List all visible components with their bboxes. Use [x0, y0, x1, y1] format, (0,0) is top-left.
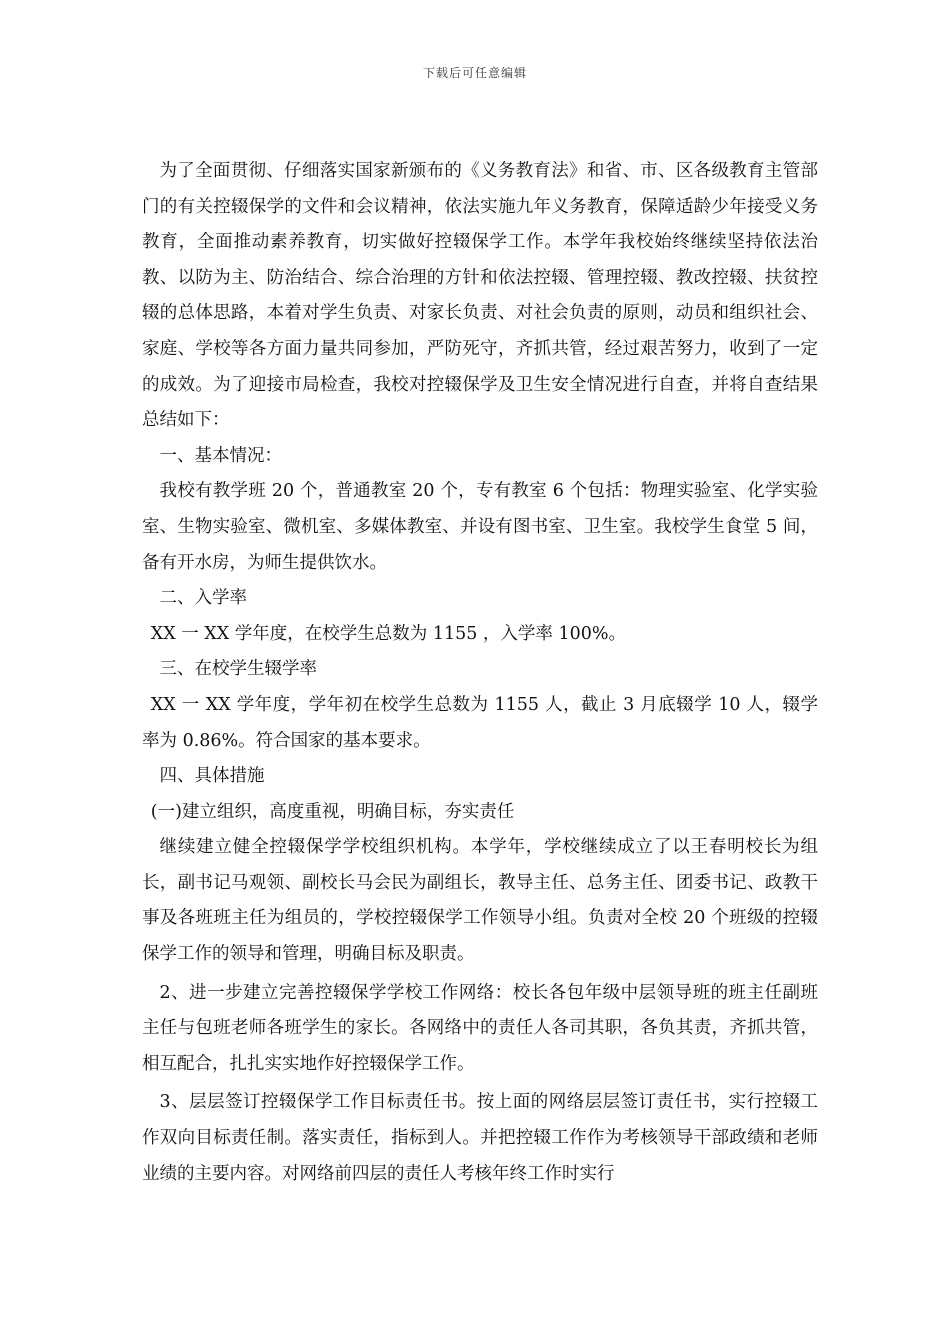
document-body	[142, 154, 818, 1192]
subsection-heading-organization: (一)建立组织，高度重视，明确目标，夯实责任	[150, 801, 515, 822]
basic-info-paragraph: 我校有教学班 20 个，普通教室 20 个，专有教室 6 个包括：物理实验室、化学实验室、生物实验室、微机室、多媒体教室、并设有图书室、卫生室。我校学生食堂 5 间，备有开水房，为师生提供饮水。	[142, 481, 818, 573]
dropout-paragraph: XX 一 XX 学年度，学年初在校学生总数为 1155 人，截止 3 月底辍学 10 人，辍学率为 0.86%。符合国家的基本要求。	[142, 694, 818, 751]
intro-paragraph: 为了全面贯彻、仔细落实国家新颁布的《义务教育法》和省、市、区各级教育主管部门的有关控辍保学的文件和会议精神，依法实施九年义务教育，保障适龄少年接受义务教育，全面推动素养教育，切实做好控辍保学工作。本学年我校始终继续坚持依法治教、以防为主、防治结合、综合治理的方针和依法控辍、管理控辍、教改控辍、扶贫控辍的总体思路，本着对学生负责、对家长负责、对社会负责的原则，动员和组织社会、家庭、学校等各方面力量共同参加，严防死守，齐抓共管，经过艰苦努力，收到了一定的成效。为了迎接市局检查，我校对控辍保学及卫生安全情况进行自查，并将自查结果总结如下：	[142, 161, 818, 431]
section-heading-basic-info: 一、基本情况：	[159, 445, 282, 466]
responsibility-paragraph: 3、层层签订控辍保学工作目标责任书。按上面的网络层层签订责任书，实行控辍工作双向目标责任制。落实责任，指标到人。并把控辍工作作为考核领导干部政绩和老师业绩的主要内容。对网络前四层的责任人考核年终工作时实行	[142, 1092, 818, 1184]
section-heading-enrollment: 二、入学率	[159, 588, 247, 609]
page-header: 下载后可任意编辑	[422, 66, 527, 80]
section-heading-measures: 四、具体措施	[159, 766, 265, 787]
section-heading-dropout: 三、在校学生辍学率	[159, 659, 317, 680]
enrollment-paragraph: XX 一 XX 学年度，在校学生总数为 1155 ，入学率 100%。	[150, 623, 627, 644]
organization-paragraph: 继续建立健全控辍保学学校组织机构。本学年，学校继续成立了以王春明校长为组长，副书记马观领、副校长马会民为副组长，教导主任、总务主任、团委书记、政教干事及各班班主任为组员的，学校控辍保学工作领导小组。负责对全校 20 个班级的控辍保学工作的领导和管理，明确目标及职责。	[142, 837, 818, 965]
network-paragraph: 2、进一步建立完善控辍保学学校工作网络：校长各包年级中层领导班的班主任副班主任与包班老师各班学生的家长。各网络中的责任人各司其职，各负其责，齐抓共管，相互配合，扎扎实实地作好控辍保学工作。	[142, 982, 818, 1074]
